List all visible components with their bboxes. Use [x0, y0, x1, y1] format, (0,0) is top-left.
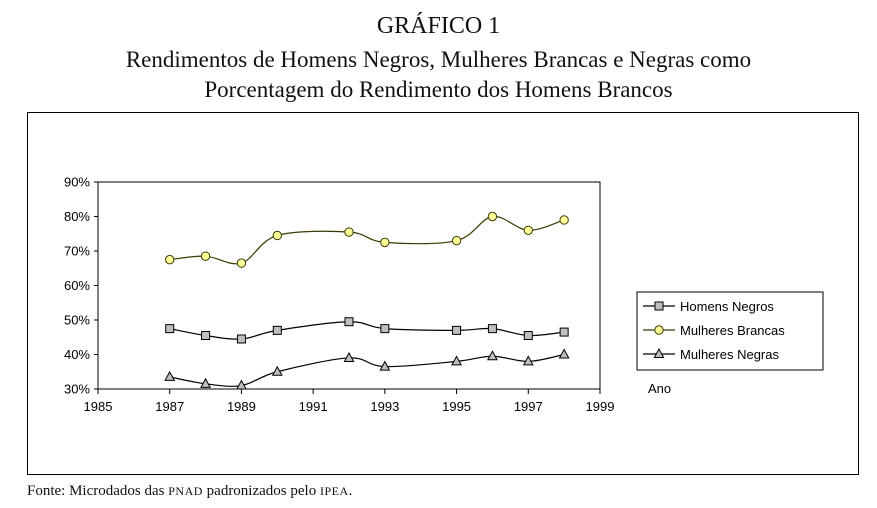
series-line-3: [170, 355, 564, 387]
data-point-triangle: [488, 351, 497, 360]
data-point-circle: [381, 238, 389, 246]
data-point-circle: [452, 236, 460, 244]
data-point-circle: [273, 231, 281, 239]
x-tick-label: 1989: [226, 399, 256, 414]
x-tick-label: 1991: [298, 399, 328, 414]
legend-label: Mulheres Brancas: [680, 323, 785, 338]
data-point-triangle: [344, 353, 353, 362]
legend-label: Homens Negros: [680, 299, 774, 314]
legend-label: Mulheres Negras: [680, 347, 779, 362]
data-point-square: [453, 326, 461, 334]
source-note: [27, 483, 352, 500]
y-tick-label: 60%: [63, 278, 90, 293]
legend-marker-circle: [655, 326, 663, 334]
data-point-triangle: [560, 350, 569, 359]
source-pnad: PNAD: [168, 484, 203, 498]
source-ipea: IPEA: [319, 484, 349, 498]
y-tick-label: 90%: [63, 174, 90, 190]
y-tick-label: 40%: [63, 347, 90, 362]
data-point-circle: [345, 228, 353, 236]
data-point-square: [166, 325, 174, 333]
data-point-circle: [560, 216, 568, 224]
data-point-square: [381, 325, 389, 333]
source-prefix: Fonte: Microdados das: [27, 483, 169, 499]
source-suffix: .: [348, 483, 353, 499]
y-tick-label: 30%: [63, 381, 90, 397]
y-tick-label: 80%: [63, 209, 90, 224]
data-point-square: [202, 332, 210, 340]
y-tick-label: 50%: [63, 312, 90, 328]
series-line-1: [170, 322, 564, 339]
figure-title-line2: Porcentagem do Rendimento dos Homens Brancos: [204, 77, 673, 102]
x-tick-label: 1995: [442, 399, 472, 414]
data-point-triangle: [165, 372, 174, 381]
data-point-square: [345, 318, 353, 326]
data-point-square: [488, 325, 496, 333]
legend-marker-square: [655, 302, 663, 310]
x-tick-label: 1993: [370, 399, 400, 414]
data-point-square: [237, 335, 245, 343]
source-middle: padronizados pelo: [202, 483, 320, 499]
x-tick-label: 1997: [513, 399, 543, 414]
data-point-square: [524, 332, 532, 340]
data-point-circle: [237, 259, 245, 267]
data-point-circle: [524, 226, 532, 234]
x-tick-label: 1987: [155, 399, 185, 414]
y-tick-label: 70%: [63, 243, 90, 259]
x-tick-label: 1985: [83, 399, 113, 414]
x-axis-label: Ano: [648, 381, 672, 396]
x-tick-label: 1999: [585, 399, 615, 414]
figure-title-line1: Rendimentos de Homens Negros, Mulheres Brancas e Negras como: [125, 47, 752, 72]
series-line-2: [170, 216, 564, 263]
data-point-square: [560, 328, 568, 336]
data-point-square: [273, 326, 281, 334]
data-point-circle: [488, 212, 496, 220]
figure-label: GRÁFICO 1: [376, 13, 501, 39]
data-point-circle: [201, 252, 209, 260]
data-point-circle: [166, 255, 174, 263]
